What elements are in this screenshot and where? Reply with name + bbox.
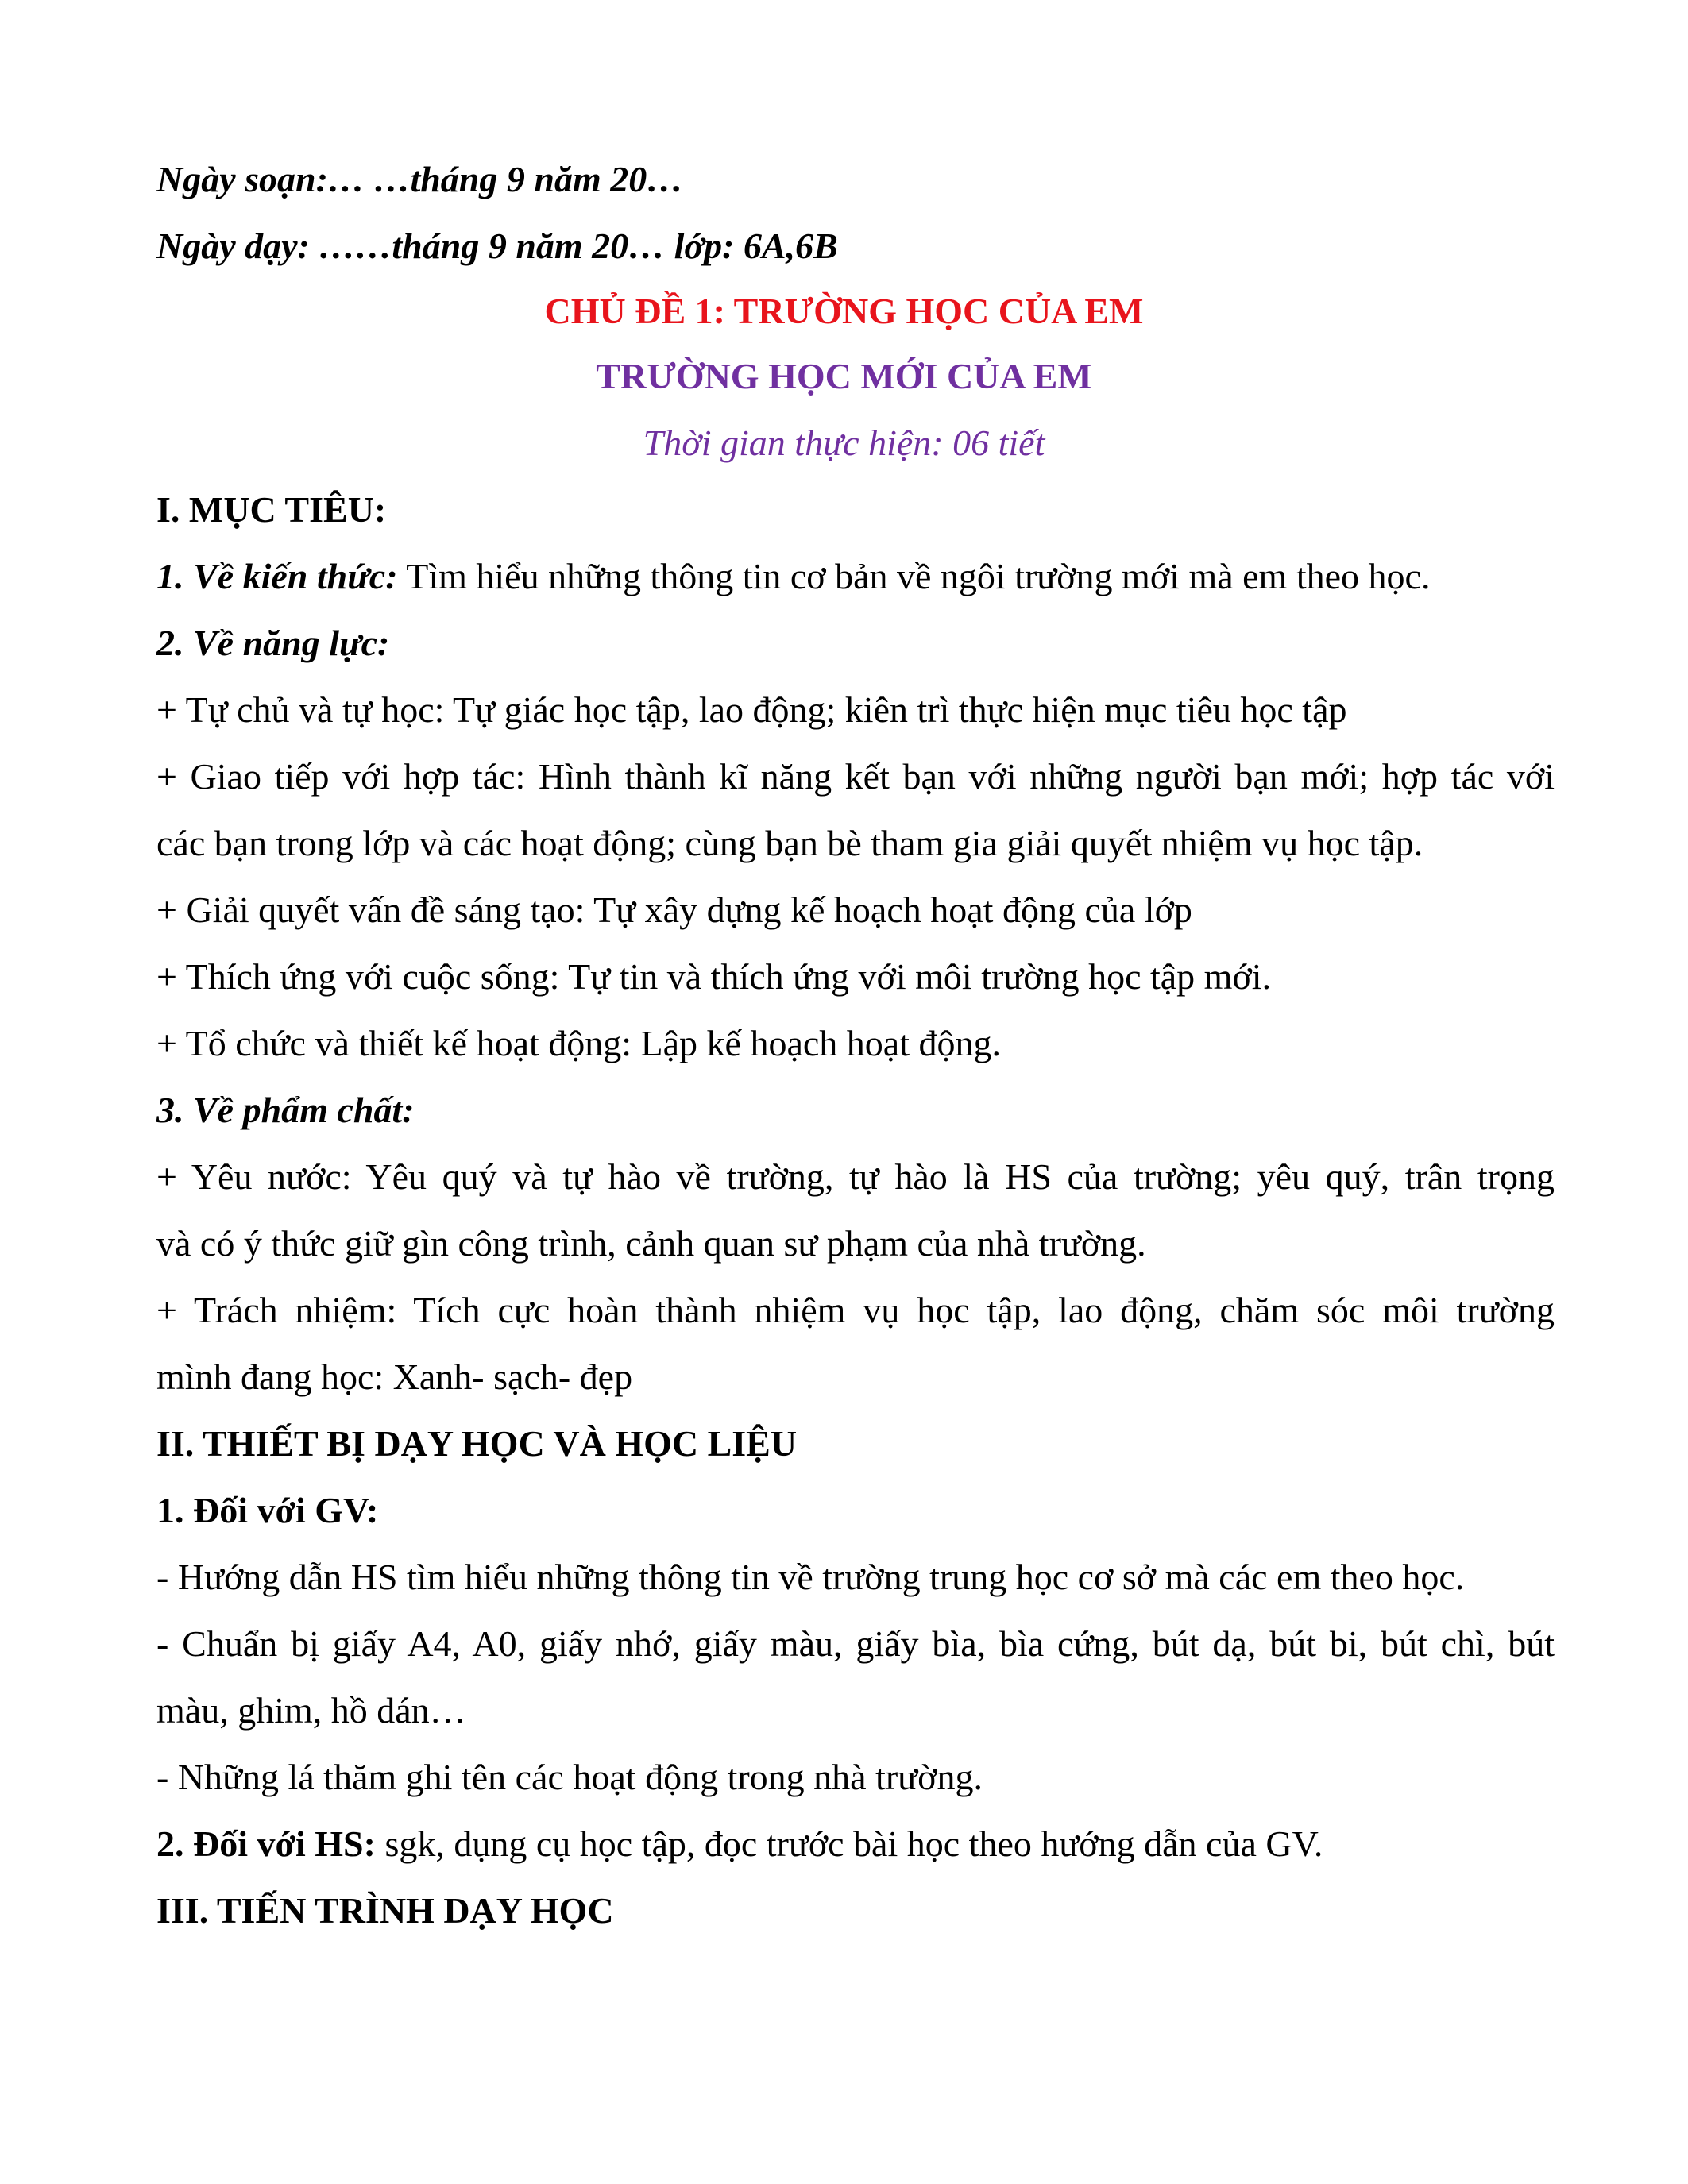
hs-line: [156, 1822, 1555, 1866]
gv-item: - Những lá thăm ghi tên các hoạt động trong nhà trường.: [156, 1757, 983, 1797]
section-1-heading: I. MỤC TIÊU:: [156, 489, 387, 530]
ability-item: + Giải quyết vấn đề sáng tạo: Tự xây dựng kế hoạch hoạt động của lớp: [156, 889, 1192, 930]
ngay-soan: Ngày soạn:… …tháng 9 năm 20…: [156, 159, 684, 199]
ability-item: + Giao tiếp với hợp tác: Hình thành kĩ năng kết bạn với những người bạn mới; hợp tác với: [156, 756, 1555, 797]
hs-text: sgk, dụng cụ học tập, đọc trước bài học theo hướng dẫn của GV.: [375, 1823, 1323, 1864]
quality-item: mình đang học: Xanh- sạch- đẹp: [156, 1356, 633, 1397]
quality-label: 3. Về phẩm chất:: [156, 1090, 415, 1130]
duration-text: Thời gian thực hiện: 06 tiết: [643, 423, 1045, 463]
ability-label: 2. Về năng lực:: [156, 623, 390, 663]
ngay-day: Ngày dạy: ……tháng 9 năm 20… lớp: 6A,6B: [156, 226, 838, 266]
ability-item: + Tự chủ và tự học: Tự giác học tập, lao động; kiên trì thực hiện mục tiêu học tập: [156, 689, 1347, 730]
quality-item: + Yêu nước: Yêu quý và tự hào về trường, tự hào là HS của trường; yêu quý, trân trọng: [156, 1156, 1555, 1197]
ability-item: + Thích ứng với cuộc sống: Tự tin và thích ứng với môi trường học tập mới.: [156, 956, 1272, 997]
gv-item: màu, ghim, hồ dán…: [156, 1690, 466, 1731]
ability-item: các bạn trong lớp và các hoạt động; cùng bạn bè tham gia giải quyết nhiệm vụ học tập.: [156, 823, 1423, 863]
knowledge-label: 1. Về kiến thức:: [156, 556, 398, 596]
gv-item: - Hướng dẫn HS tìm hiểu những thông tin về trường trung học cơ sở mà các em theo học.: [156, 1557, 1465, 1597]
lesson-title: TRƯỜNG HỌC MỚI CỦA EM: [596, 356, 1092, 396]
section-3-heading: III. TIẾN TRÌNH DẠY HỌC: [156, 1890, 614, 1931]
hs-label: 2. Đối với HS:: [156, 1823, 376, 1864]
section-2-heading: II. THIẾT BỊ DẠY HỌC VÀ HỌC LIỆU: [156, 1423, 798, 1464]
knowledge-text: Tìm hiểu những thông tin cơ bản về ngôi trường mới mà em theo học.: [397, 556, 1431, 596]
gv-item: - Chuẩn bị giấy A4, A0, giấy nhớ, giấy màu, giấy bìa, bìa cứng, bút dạ, bút bi, bút chì, bút: [156, 1623, 1555, 1664]
knowledge-line: [156, 554, 1555, 599]
gv-label: 1. Đối với GV:: [156, 1490, 379, 1530]
quality-item: + Trách nhiệm: Tích cực hoàn thành nhiệm vụ học tập, lao động, chăm sóc môi trường: [156, 1290, 1555, 1330]
quality-item: và có ý thức giữ gìn công trình, cảnh quan sư phạm của nhà trường.: [156, 1223, 1146, 1264]
ability-item: + Tổ chức và thiết kế hoạt động: Lập kế hoạch hoạt động.: [156, 1023, 1002, 1063]
topic-title: CHỦ ĐỀ 1: TRƯỜNG HỌC CỦA EM: [544, 291, 1144, 331]
